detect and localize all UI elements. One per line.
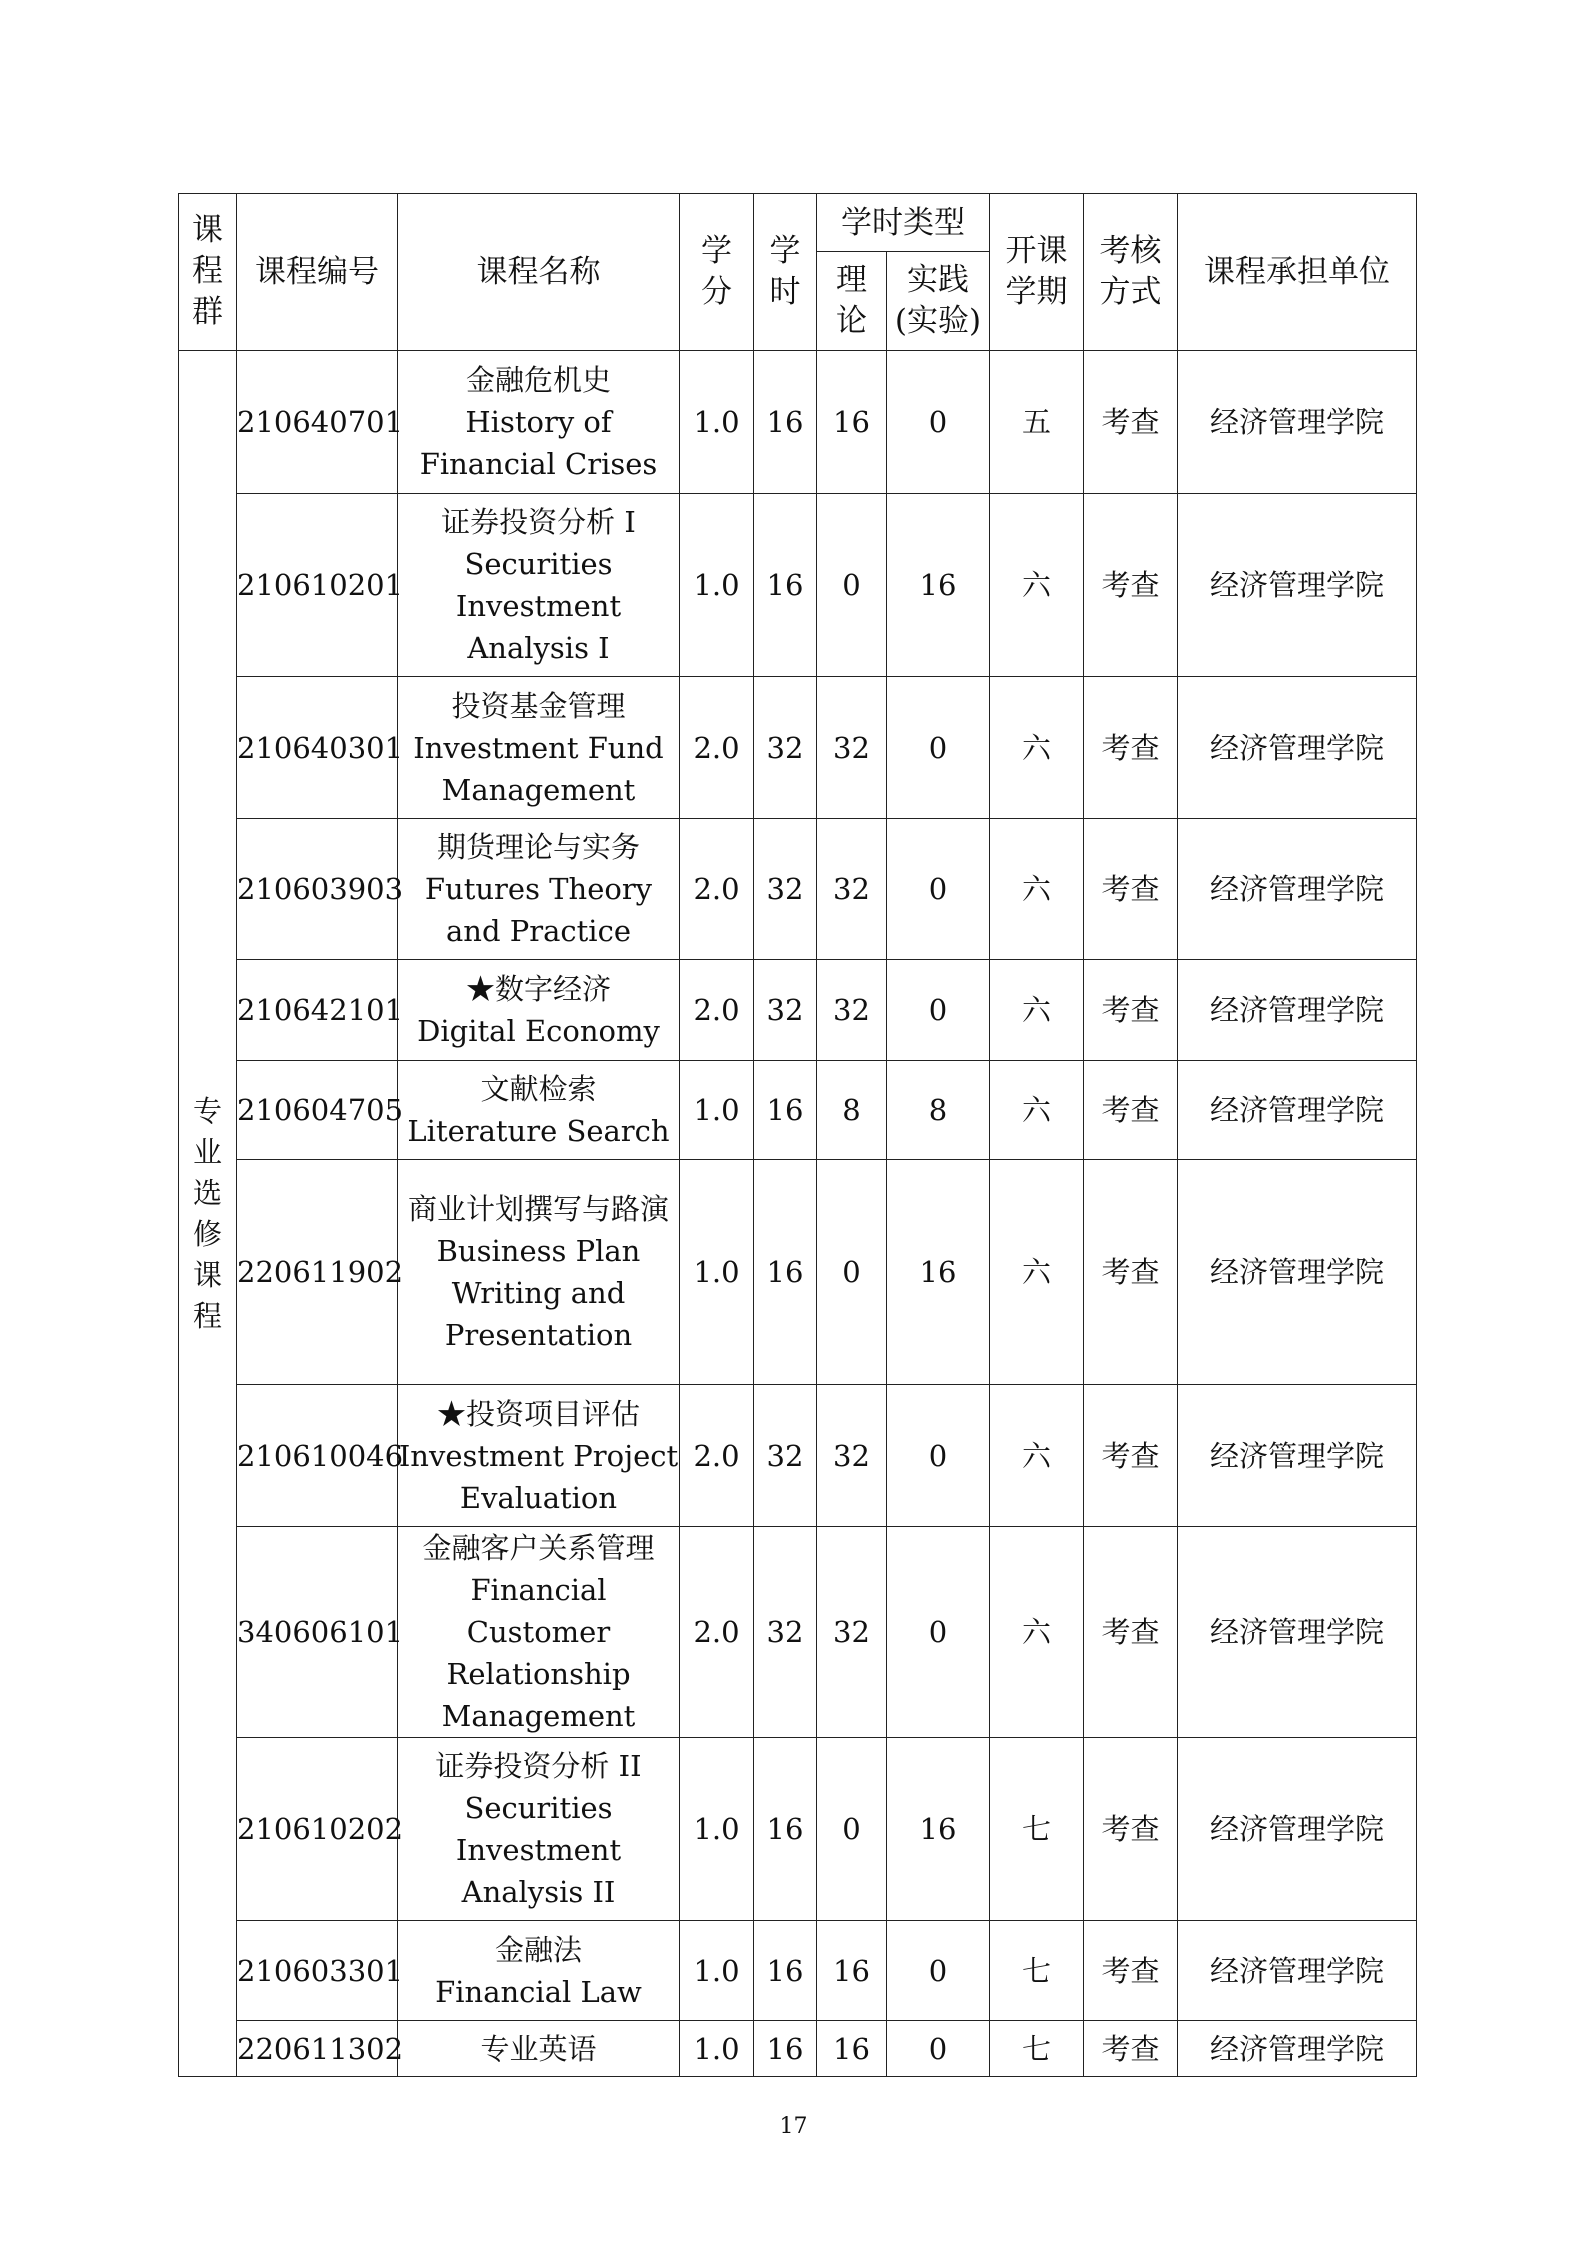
hours-cell: 16 — [754, 1160, 817, 1385]
theory-hours-cell: 16 — [817, 2021, 887, 2077]
header-row — [179, 194, 1417, 252]
practice-hours-cell: 0 — [887, 1921, 990, 2021]
unit-cell: 经济管理学院 — [1178, 1385, 1417, 1527]
hours-cell: 32 — [754, 819, 817, 960]
assessment-cell: 考查 — [1084, 1385, 1178, 1527]
hours-cell: 16 — [754, 1738, 817, 1921]
assessment-cell: 考查 — [1084, 1921, 1178, 2021]
table-row — [179, 1160, 1417, 1385]
course-code-cell: 220611302 — [237, 2021, 398, 2077]
course-code-cell: 210610046 — [237, 1385, 398, 1527]
course-name-en: Financial Customer Relationship Management — [441, 1573, 636, 1733]
table-row — [179, 960, 1417, 1061]
semester-cell: 五 — [990, 351, 1084, 494]
table-row — [179, 351, 1417, 494]
practice-hours-cell: 0 — [887, 1385, 990, 1527]
hours-cell: 32 — [754, 1385, 817, 1527]
course-name-cn: 证券投资分析 I — [441, 505, 636, 539]
table-row — [179, 1527, 1417, 1738]
course-name-en: Securities Investment Analysis II — [455, 1791, 622, 1909]
unit-cell: 经济管理学院 — [1178, 819, 1417, 960]
unit-cell: 经济管理学院 — [1178, 1738, 1417, 1921]
semester-cell: 六 — [990, 1527, 1084, 1738]
header-theory: 理论 — [817, 252, 887, 351]
course-code-cell: 210603903 — [237, 819, 398, 960]
course-name-cell — [398, 1385, 680, 1527]
table-row — [179, 1385, 1417, 1527]
credit-cell: 1.0 — [680, 1738, 754, 1921]
credit-cell: 1.0 — [680, 351, 754, 494]
credit-cell: 1.0 — [680, 2021, 754, 2077]
hours-cell: 16 — [754, 1061, 817, 1160]
course-name-en: Digital Economy — [417, 1014, 660, 1048]
course-name-cell — [398, 494, 680, 677]
course-name-cn: 文献检索 — [480, 1072, 597, 1106]
unit-cell: 经济管理学院 — [1178, 1061, 1417, 1160]
course-name-cn: 专业英语 — [480, 2031, 597, 2066]
table-row — [179, 677, 1417, 819]
header-practice: 实践(实验) — [887, 252, 990, 351]
course-name-cn: ★投资项目评估 — [436, 1396, 640, 1431]
semester-cell: 七 — [990, 1738, 1084, 1921]
table-row — [179, 819, 1417, 960]
credit-cell: 2.0 — [680, 1527, 754, 1738]
course-name-cell — [398, 677, 680, 819]
course-name-cn: 金融危机史 — [465, 363, 611, 397]
hours-cell: 16 — [754, 2021, 817, 2077]
semester-cell: 七 — [990, 1921, 1084, 2021]
assessment-cell: 考查 — [1084, 960, 1178, 1061]
assessment-cell: 考查 — [1084, 1738, 1178, 1921]
course-name-cell — [398, 2021, 680, 2077]
unit-cell: 经济管理学院 — [1178, 1160, 1417, 1385]
header-hour-type: 学时类型 — [817, 194, 990, 252]
credit-cell: 1.0 — [680, 1921, 754, 2021]
unit-cell: 经济管理学院 — [1178, 2021, 1417, 2077]
assessment-cell: 考查 — [1084, 1061, 1178, 1160]
header-semester: 开课学期 — [990, 194, 1084, 351]
unit-cell: 经济管理学院 — [1178, 351, 1417, 494]
hours-cell: 32 — [754, 677, 817, 819]
practice-hours-cell: 0 — [887, 819, 990, 960]
course-name-en: History of Financial Crises — [419, 405, 658, 481]
course-code-cell: 210610202 — [237, 1738, 398, 1921]
theory-hours-cell: 0 — [817, 1160, 887, 1385]
group-cell: 专业选修课程 — [179, 351, 237, 2077]
semester-cell: 六 — [990, 819, 1084, 960]
hours-cell: 32 — [754, 1527, 817, 1738]
semester-cell: 六 — [990, 1160, 1084, 1385]
table-row — [179, 1061, 1417, 1160]
assessment-cell: 考查 — [1084, 2021, 1178, 2077]
course-name-en: Literature Search — [407, 1114, 670, 1148]
theory-hours-cell: 32 — [817, 960, 887, 1061]
course-name-cn: 商业计划撰写与路演 — [407, 1192, 669, 1226]
theory-hours-cell: 32 — [817, 819, 887, 960]
table-row — [179, 1921, 1417, 2021]
credit-cell: 2.0 — [680, 960, 754, 1061]
table-row — [179, 494, 1417, 677]
semester-cell: 七 — [990, 2021, 1084, 2077]
table-row — [179, 1738, 1417, 1921]
unit-cell: 经济管理学院 — [1178, 960, 1417, 1061]
header-assessment: 考核方式 — [1084, 194, 1178, 351]
assessment-cell: 考查 — [1084, 677, 1178, 819]
practice-hours-cell: 16 — [887, 1160, 990, 1385]
unit-cell: 经济管理学院 — [1178, 1527, 1417, 1738]
course-table — [178, 193, 1417, 2077]
course-name-en: Securities Investment Analysis I — [455, 547, 622, 665]
course-name-cell — [398, 1527, 680, 1738]
course-code-cell: 210603301 — [237, 1921, 398, 2021]
theory-hours-cell: 16 — [817, 1921, 887, 2021]
credit-cell: 1.0 — [680, 1061, 754, 1160]
course-name-cn: 金融客户关系管理 — [422, 1531, 655, 1565]
course-name-en: Business Plan Writing and Presentation — [436, 1234, 641, 1352]
unit-cell: 经济管理学院 — [1178, 1921, 1417, 2021]
hours-cell: 32 — [754, 960, 817, 1061]
assessment-cell: 考查 — [1084, 351, 1178, 494]
course-code-cell: 210642101 — [237, 960, 398, 1061]
practice-hours-cell: 0 — [887, 351, 990, 494]
assessment-cell: 考查 — [1084, 1527, 1178, 1738]
course-name-cell — [398, 1738, 680, 1921]
theory-hours-cell: 32 — [817, 677, 887, 819]
course-code-cell: 340606101 — [237, 1527, 398, 1738]
theory-hours-cell: 32 — [817, 1385, 887, 1527]
course-code-cell: 210604705 — [237, 1061, 398, 1160]
course-name-cn: 证券投资分析 II — [435, 1749, 642, 1783]
unit-cell: 经济管理学院 — [1178, 494, 1417, 677]
course-code-cell: 210640301 — [237, 677, 398, 819]
course-code-cell: 210640701 — [237, 351, 398, 494]
course-name-cn: ★数字经济 — [465, 972, 611, 1006]
semester-cell: 六 — [990, 494, 1084, 677]
credit-cell: 2.0 — [680, 1385, 754, 1527]
header-name: 课程名称 — [398, 194, 680, 351]
hours-cell: 16 — [754, 351, 817, 494]
course-name-cell — [398, 351, 680, 494]
course-name-en: Investment Fund Management — [413, 730, 664, 807]
practice-hours-cell: 16 — [887, 1738, 990, 1921]
credit-cell: 2.0 — [680, 819, 754, 960]
table-row — [179, 2021, 1417, 2077]
course-name-en: Financial Law — [435, 1974, 642, 2009]
credit-cell: 1.0 — [680, 1160, 754, 1385]
semester-cell: 六 — [990, 677, 1084, 819]
semester-cell: 六 — [990, 960, 1084, 1061]
practice-hours-cell: 16 — [887, 494, 990, 677]
assessment-cell: 考查 — [1084, 1160, 1178, 1385]
course-name-cell — [398, 960, 680, 1061]
header-unit: 课程承担单位 — [1178, 194, 1417, 351]
course-name-cn: 金融法 — [494, 1932, 582, 1967]
theory-hours-cell: 8 — [817, 1061, 887, 1160]
practice-hours-cell: 8 — [887, 1061, 990, 1160]
practice-hours-cell: 0 — [887, 677, 990, 819]
unit-cell: 经济管理学院 — [1178, 677, 1417, 819]
practice-hours-cell: 0 — [887, 1527, 990, 1738]
credit-cell: 2.0 — [680, 677, 754, 819]
semester-cell: 六 — [990, 1385, 1084, 1527]
practice-hours-cell: 0 — [887, 2021, 990, 2077]
course-code-cell: 210610201 — [237, 494, 398, 677]
course-name-en: Futures Theory and Practice — [424, 872, 653, 948]
theory-hours-cell: 16 — [817, 351, 887, 494]
theory-hours-cell: 32 — [817, 1527, 887, 1738]
course-name-cell — [398, 1061, 680, 1160]
course-name-cell — [398, 1921, 680, 2021]
course-name-cell — [398, 1160, 680, 1385]
assessment-cell: 考查 — [1084, 819, 1178, 960]
credit-cell: 1.0 — [680, 494, 754, 677]
course-name-cell — [398, 819, 680, 960]
course-name-cn: 期货理论与实务 — [436, 830, 640, 864]
hours-cell: 16 — [754, 1921, 817, 2021]
assessment-cell: 考查 — [1084, 494, 1178, 677]
course-code-cell: 220611902 — [237, 1160, 398, 1385]
theory-hours-cell: 0 — [817, 1738, 887, 1921]
course-name-en: Investment Project Evaluation — [398, 1438, 679, 1515]
header-hours: 学时 — [754, 194, 817, 351]
semester-cell: 六 — [990, 1061, 1084, 1160]
course-name-cn: 投资基金管理 — [451, 688, 626, 723]
page-number: 17 — [779, 2114, 808, 2139]
header-code: 课程编号 — [237, 194, 398, 351]
theory-hours-cell: 0 — [817, 494, 887, 677]
header-group: 课程群 — [179, 194, 237, 351]
hours-cell: 16 — [754, 494, 817, 677]
practice-hours-cell: 0 — [887, 960, 990, 1061]
header-credit: 学分 — [680, 194, 754, 351]
